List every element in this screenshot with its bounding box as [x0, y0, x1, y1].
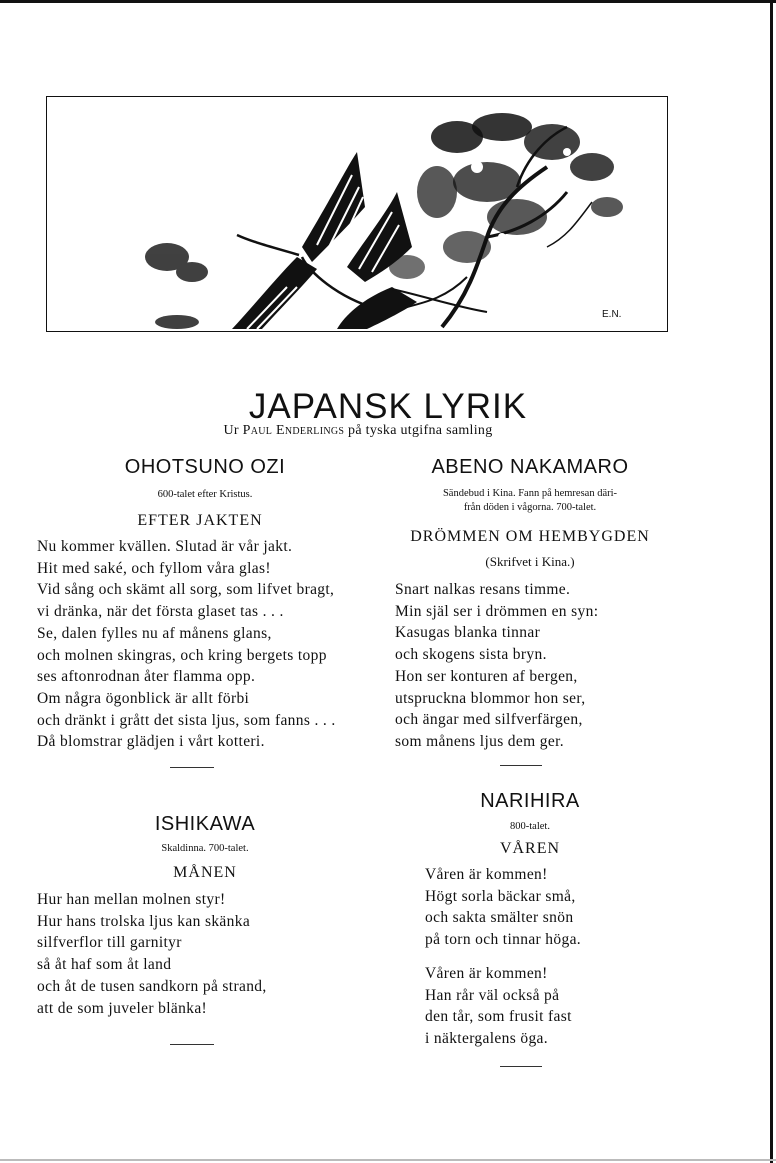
author-narihira: NARIHIRA — [480, 790, 580, 812]
author-meta-ohotsuno: 600-talet efter Kristus. — [157, 489, 253, 500]
poem-line: Vid sång och skämt all sorg, som lifvet bragt, — [37, 581, 335, 599]
poem-line: ses aftonrodnan åter flamma opp. — [37, 668, 256, 686]
subtitle-name: Paul Enderlings — [242, 423, 345, 438]
poem-manen — [37, 889, 267, 1019]
poem-line: i näktergalens öga. — [425, 1029, 549, 1047]
poem-line: att de som juveler blänka! — [37, 999, 208, 1017]
section-divider — [500, 1066, 542, 1067]
author-ishikawa: ISHIKAWA — [154, 813, 256, 835]
poem-line: den tår, som frusit fast — [425, 1008, 572, 1026]
author-meta-line: Sändebud i Kina. Fann på hemresan däri- — [442, 488, 618, 499]
poem-line: Nu kommer kvällen. Slutad är vår jakt. — [37, 538, 293, 555]
header-illustration — [46, 96, 668, 332]
section-divider — [170, 767, 214, 768]
poem-line: Om några ögonblick är allt förbi — [37, 689, 250, 707]
poem-drommen — [395, 579, 598, 753]
poem-varen — [425, 864, 581, 1050]
poem-line: Då blomstrar glädjen i vårt kotteri. — [37, 733, 265, 751]
poem-title-varen: VÅREN — [499, 840, 561, 857]
poem-line: som månens ljus dem ger. — [395, 732, 564, 750]
poem-line: Se, dalen fylles nu af månens glans, — [37, 624, 272, 642]
page-title: JAPANSK LYRIK — [248, 387, 528, 427]
poem-line: utspruckna blommor hon ser, — [395, 689, 586, 707]
page-edge-top — [0, 0, 776, 3]
poem-line: Hur han mellan molnen styr! — [37, 891, 226, 908]
poem-title-efter-jakten: EFTER JAKTEN — [137, 512, 263, 529]
poem-line: Våren är kommen! — [425, 866, 548, 883]
poem-title-drommen: DRÖMMEN OM HEMBYGDEN — [410, 528, 650, 545]
poem-line: och åt de tusen sandkorn på strand, — [37, 977, 267, 995]
poem-line: Våren är kommen! — [425, 964, 548, 982]
poem-sub-drommen: (Skrifvet i Kina.) — [485, 554, 575, 569]
subtitle-suffix: på tyska utgifna samling — [348, 423, 493, 438]
author-meta-line: från döden i vågorna. 700-talet. — [463, 502, 597, 513]
crane-tree-drawing — [47, 97, 668, 332]
poem-line: på torn och tinnar höga. — [425, 931, 582, 949]
poem-line: så åt haf som åt land — [37, 956, 172, 974]
poem-line: Hur hans trolska ljus kan skänka — [37, 912, 251, 930]
poem-line: och ängar med silfverfärgen, — [395, 711, 583, 729]
poem-line: och skogens sista bryn. — [395, 646, 547, 664]
illustration-signature: E.N. — [602, 309, 622, 320]
poem-line: Snart nalkas resans timme. — [395, 581, 571, 598]
poem-line: Kasugas blanka tinnar — [395, 624, 541, 642]
poem-line: och dränkt i grått det sista ljus, som fanns . . . — [37, 711, 336, 729]
page-edge-bottom — [0, 1159, 776, 1161]
author-meta-abeno — [380, 487, 680, 515]
poem-line: silfverflor till garnityr — [37, 934, 182, 952]
poem-line: Hit med saké, och fyllom våra glas! — [37, 559, 271, 577]
poem-line: Hon ser konturen af bergen, — [395, 667, 578, 685]
subtitle-prefix: Ur — [223, 423, 239, 438]
author-abeno: ABENO NAKAMARO — [431, 456, 629, 478]
poem-efter-jakten — [37, 536, 336, 753]
stanza-gap — [425, 951, 581, 963]
poem-title-manen: MÅNEN — [173, 864, 237, 881]
section-divider — [500, 765, 542, 766]
poem-line: och molnen skingras, och kring bergets topp — [37, 646, 327, 664]
poem-line: och sakta smälter snön — [425, 909, 574, 927]
poem-line: Han rår väl också på — [425, 986, 560, 1004]
section-divider — [170, 1044, 214, 1045]
author-ohotsuno: OHOTSUNO OZI — [124, 456, 286, 478]
poem-line: vi dränka, när det första glaset tas . . . — [37, 603, 284, 621]
page-edge-right — [770, 0, 773, 1163]
author-meta-narihira: 800-talet. — [510, 821, 550, 832]
author-meta-ishikawa: Skaldinna. 700-talet. — [161, 843, 249, 854]
poem-line: Min själ ser i drömmen en syn: — [395, 602, 599, 620]
poem-line: Högt sorla bäckar små, — [425, 887, 576, 905]
subtitle — [0, 423, 716, 439]
